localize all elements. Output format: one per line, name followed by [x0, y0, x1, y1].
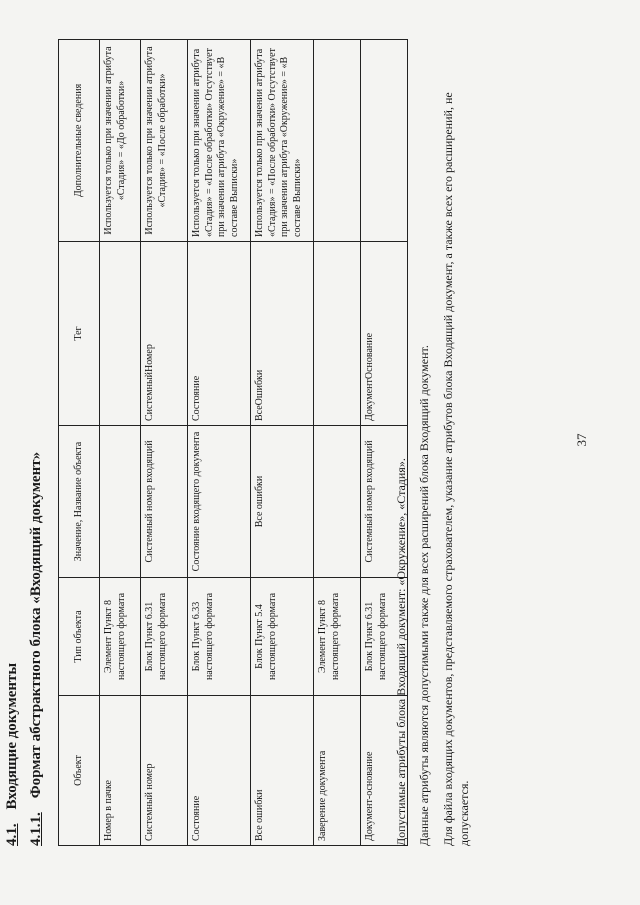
cell-additional-info: Используется только при значении атрибута «Стадия» = «После обработки» Отсутствует при значении атрибута «Окружение» = «В составе Выписки»	[251, 40, 314, 242]
cell-object: Состояние	[188, 696, 251, 846]
cell-value-name	[314, 426, 361, 578]
cell-object-type: Элемент Пункт 8 настоящего формата	[100, 578, 141, 696]
cell-value-name	[100, 426, 141, 578]
cell-tag: Состояние	[188, 242, 251, 426]
cell-object: Все ошибки	[251, 696, 314, 846]
header-object: Объект	[59, 696, 100, 846]
cell-object-type: Блок Пункт 5.4 настоящего формата	[251, 578, 314, 696]
page-number: 37	[574, 433, 589, 447]
table-row	[251, 40, 314, 846]
subsection-heading	[28, 452, 45, 846]
cell-additional-info: Используется только при значении атрибута «Стадия» = «После обработки»	[141, 40, 188, 242]
subsection-title: Формат абстрактного блока «Входящий документ»	[28, 451, 44, 799]
cell-object-type: Блок Пункт 6.31 настоящего формата	[361, 578, 408, 696]
table-row	[141, 40, 188, 846]
rotated-content	[0, 20, 560, 880]
cell-object-type: Блок Пункт 6.33 настоящего формата	[188, 578, 251, 696]
cell-tag	[314, 242, 361, 426]
table-header-row	[59, 40, 100, 846]
cell-value-name: Системный номер входящий	[361, 426, 408, 578]
cell-object: Документ-основание	[361, 696, 408, 846]
cell-tag: СистемныйНомер	[141, 242, 188, 426]
header-object-type: Тип объекта	[59, 578, 100, 696]
section-heading	[4, 663, 21, 846]
cell-object: Номер в пачке	[100, 696, 141, 846]
cell-object: Системный номер	[141, 696, 188, 846]
cell-tag: ВсеОшибки	[251, 242, 314, 426]
cell-value-name: Системный номер входящий	[141, 426, 188, 578]
paragraph-extensions: Данные атрибуты являются допустимыми также для всех расширений блока Входящий документ.	[417, 345, 431, 846]
cell-value-name: Состояние входящего документа	[188, 426, 251, 578]
section-title: Входящие документы	[4, 662, 20, 810]
cell-object: Заверение документа	[314, 696, 361, 846]
cell-tag	[100, 242, 141, 426]
header-additional-info: Дополнительные сведения	[59, 40, 100, 242]
cell-value-name: Все ошибки	[251, 426, 314, 578]
header-value-name: Значение, Название объекта	[59, 426, 100, 578]
table-row	[314, 40, 361, 846]
cell-tag: ДокументОснование	[361, 242, 408, 426]
attributes-table	[58, 39, 408, 846]
cell-object-type: Блок Пункт 6.31 настоящего формата	[141, 578, 188, 696]
paragraph-attributes: Допустимые атрибуты блока Входящий документ: «Окружение», «Стадия».	[394, 458, 408, 846]
table-row	[188, 40, 251, 846]
cell-additional-info: Используется только при значении атрибута «Стадия» = «До обработки»	[100, 40, 141, 242]
section-number: 4.1.	[4, 823, 20, 846]
subsection-number: 4.1.1.	[28, 812, 44, 846]
cell-object-type: Элемент Пункт 8 настоящего формата	[314, 578, 361, 696]
header-tag: Тег	[59, 242, 100, 426]
table-row	[100, 40, 141, 846]
cell-additional-info	[314, 40, 361, 242]
cell-additional-info: Используется только при значении атрибута «Стадия» = «После обработки» Отсутствует при значении атрибута «Окружение» = «В составе Выписки»	[188, 40, 251, 242]
paragraph-insurer-file: Для файла входящих документов, представляемого страхователем, указание атрибутов блока Входящий документ, а также всех его расширений, не допускается.	[441, 92, 471, 846]
